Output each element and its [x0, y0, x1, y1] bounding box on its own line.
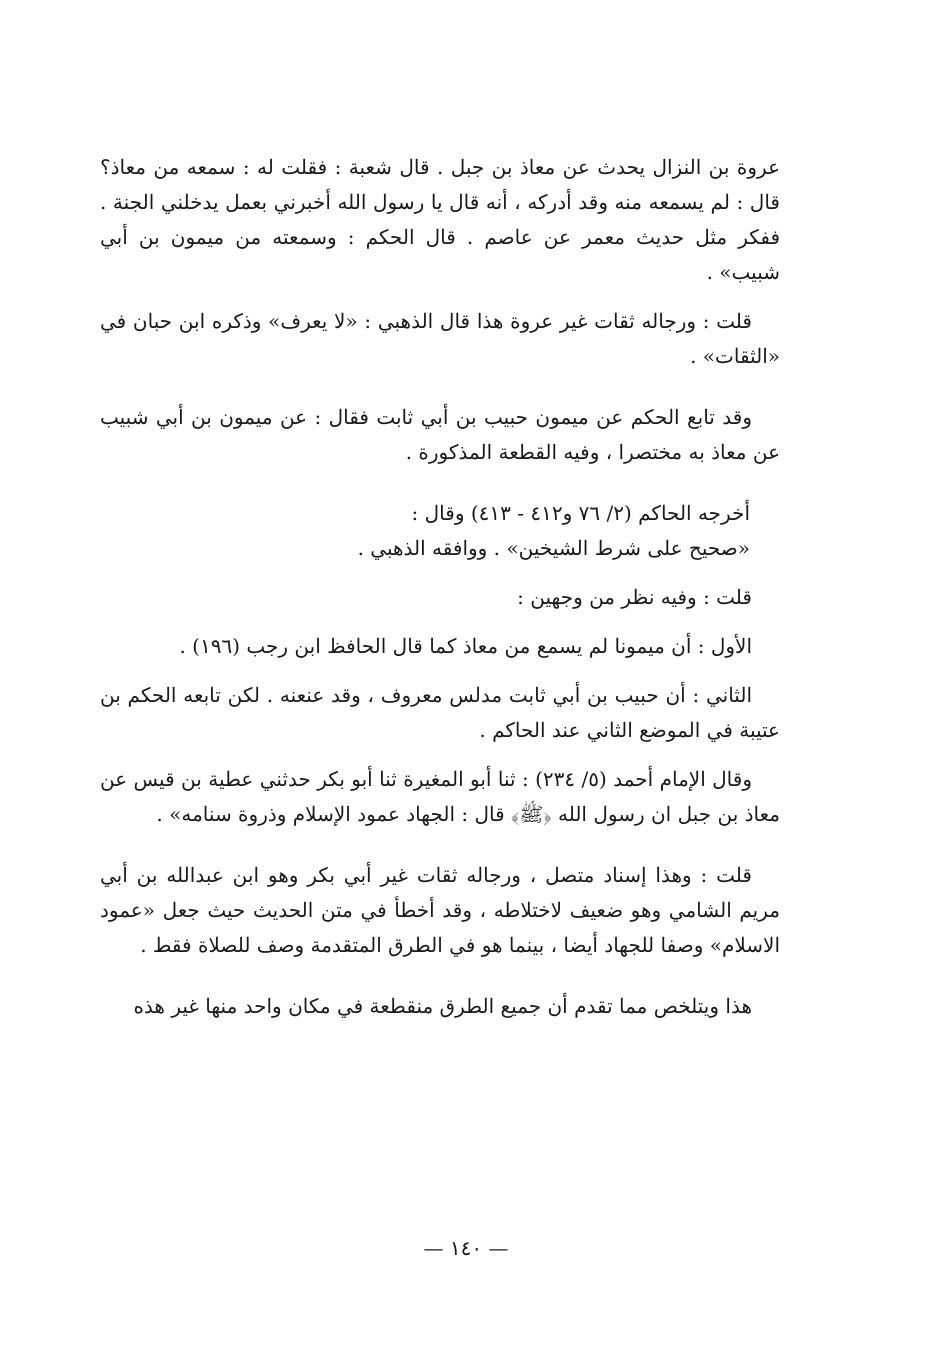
paragraph-first-objection: الأول : أن ميمونا لم يسمع من معاذ كما قال الحافظ ابن رجب (١٩٦) .: [179, 634, 752, 658]
paragraph-summary: هذا ويتلخص مما تقدم أن جميع الطرق منقطعة في مكان واحد منها غير هذه: [133, 994, 752, 1018]
paragraph-ahmad-narration: وقال الإمام أحمد (٥/ ٢٣٤) : ثنا أبو المغيرة ثنا أبو بكر حدثني عطية بن قيس عن معاذ بن جبل ان رسول الله ﴿ﷺ﴾ قال : الجهاد عمود الإسلام وذروة سنامه» .: [100, 767, 780, 826]
paragraph-second-objection: الثاني : أن حبيب بن أبي ثابت مدلس معروف ، وقد عنعنه . لكن تابعه الحكم بن عتيبة في الموضع الثاني عند الحاكم .: [100, 683, 780, 742]
hakim-citation-block: [100, 496, 750, 566]
page-number: — ١٤٠ —: [423, 1236, 509, 1260]
hakim-citation-line-1: أخرجه الحاكم (٢/ ٧٦ و٤١٢ - ٤١٣) وقال :: [411, 501, 750, 525]
hakim-citation-line-2: «صحيح على شرط الشيخين» . ووافقه الذهبي .: [357, 536, 750, 560]
paragraph-two-objections: قلت : وفيه نظر من وجهين :: [517, 585, 752, 609]
page-body: [100, 150, 780, 1038]
paragraph-rijal-thiqat: قلت : ورجاله ثقات غير عروة هذا قال الذهبي : «لا يعرف» وذكره ابن حبان في «الثقات» .: [100, 309, 780, 368]
paragraph-habib-follow-up: وقد تابع الحكم عن ميمون حبيب بن أبي ثابت فقال : عن ميمون بن أبي شبيب عن معاذ به مختصرا ، وفيه القطعة المذكورة .: [100, 405, 780, 464]
paragraph-urwa-narration: عروة بن النزال يحدث عن معاذ بن جبل . قال شعبة : فقلت له : سمعه من معاذ؟ قال : لم يسمعه منه وقد أدركه ، أنه قال يا رسول الله أخبرني بعمل يدخلني الجنة . ففكر مثل حديث معمر عن عاصم . قال الحكم : وسمعته من ميمون بن أبي شبيب» .: [100, 155, 780, 284]
paragraph-isnad-assessment: قلت : وهذا إسناد متصل ، ورجاله ثقات غير أبي بكر وهو ابن عبدالله بن أبي مريم الشامي وهو ضعيف لاختلاطه ، وقد أخطأ في متن الحديث حيث جعل «عمود الاسلام» وصفا للجهاد أيضا ، بينما هو في الطرق المتقدمة وصف للصلاة فقط .: [100, 863, 780, 957]
